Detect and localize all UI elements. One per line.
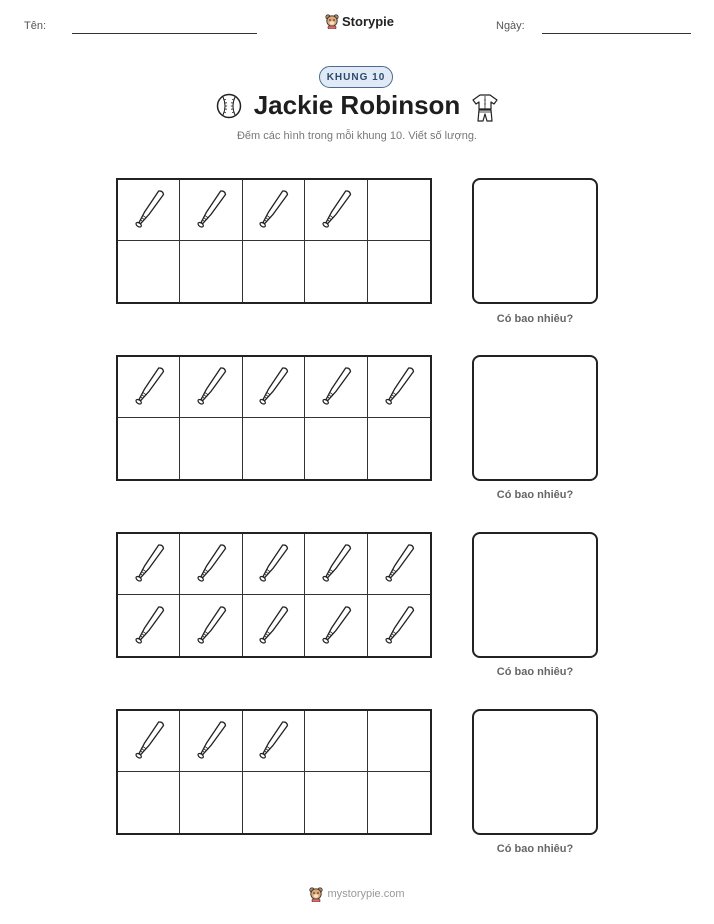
footer-url: mystorypie.com	[327, 888, 405, 900]
baseball-bat-icon	[381, 363, 417, 411]
baseball-bat-icon	[255, 602, 291, 650]
answer-box-1[interactable]	[472, 178, 598, 304]
brand-name: Storypie	[342, 13, 395, 29]
frame-cell	[243, 595, 305, 656]
frame-cell	[118, 772, 180, 833]
baseball-bat-icon	[318, 602, 354, 650]
frame-cell	[118, 711, 180, 772]
ten-frame-4	[116, 709, 432, 835]
baseball-bat-icon	[318, 186, 354, 234]
baseball-bat-icon	[131, 186, 167, 234]
frame-cell	[305, 772, 367, 833]
answer-box-4[interactable]	[472, 709, 598, 835]
answer-label-2: Có bao nhiêu?	[496, 489, 574, 501]
frame-cell	[118, 595, 180, 656]
frame-cell	[368, 534, 430, 595]
frame-cell	[118, 357, 180, 418]
frame-cell	[118, 241, 180, 302]
baseball-bat-icon	[131, 363, 167, 411]
frame-cell	[305, 180, 367, 241]
frame-cell	[180, 180, 242, 241]
frame-cell	[180, 595, 242, 656]
answer-label-4: Có bao nhiêu?	[496, 843, 574, 855]
frame-cell	[368, 772, 430, 833]
answer-label-1: Có bao nhiêu?	[496, 313, 574, 325]
baseball-bat-icon	[255, 186, 291, 234]
answer-label-3: Có bao nhiêu?	[496, 666, 574, 678]
baseball-bat-icon	[381, 602, 417, 650]
frame-cell	[368, 241, 430, 302]
ten-frame-2	[116, 355, 432, 481]
frame-cell	[243, 534, 305, 595]
baseball-bat-icon	[255, 717, 291, 765]
bear-mascot-icon	[309, 886, 323, 902]
frame-cell	[305, 418, 367, 479]
frame-cell	[180, 357, 242, 418]
baseball-uniform-icon	[471, 93, 499, 123]
date-line[interactable]	[542, 33, 691, 34]
frame-cell	[305, 534, 367, 595]
frame-cell	[368, 180, 430, 241]
frame-cell	[368, 711, 430, 772]
ten-frame-3	[116, 532, 432, 658]
baseball-bat-icon	[255, 363, 291, 411]
date-label: Ngày:	[496, 20, 525, 32]
frame-cell	[180, 534, 242, 595]
frame-cell	[180, 772, 242, 833]
baseball-bat-icon	[318, 540, 354, 588]
baseball-bat-icon	[318, 363, 354, 411]
answer-box-3[interactable]	[472, 532, 598, 658]
frame-cell	[305, 595, 367, 656]
frame-cell	[305, 357, 367, 418]
baseball-bat-icon	[131, 602, 167, 650]
frame-cell	[243, 241, 305, 302]
baseball-bat-icon	[131, 540, 167, 588]
baseball-bat-icon	[193, 186, 229, 234]
brand-logo	[325, 13, 394, 29]
frame-cell	[118, 180, 180, 241]
name-label: Tên:	[24, 20, 47, 32]
baseball-bat-icon	[193, 717, 229, 765]
frame-cell	[305, 711, 367, 772]
frame-cell	[180, 711, 242, 772]
baseball-bat-icon	[193, 602, 229, 650]
bear-mascot-icon	[325, 13, 339, 29]
frame-cell	[305, 241, 367, 302]
frame-cell	[118, 418, 180, 479]
frame-cell	[118, 534, 180, 595]
footer	[0, 886, 714, 902]
frame-cell	[243, 772, 305, 833]
frame-cell	[180, 241, 242, 302]
instructions: Đếm các hình trong mỗi khung 10. Viết số lượng.	[236, 130, 477, 142]
frame-cell	[243, 180, 305, 241]
baseball-bat-icon	[193, 363, 229, 411]
worksheet-badge: KHUNG 10	[319, 66, 393, 88]
baseball-bat-icon	[255, 540, 291, 588]
frame-cell	[368, 595, 430, 656]
frame-cell	[368, 418, 430, 479]
ten-frame-1	[116, 178, 432, 304]
frame-cell	[243, 711, 305, 772]
baseball-bat-icon	[381, 540, 417, 588]
baseball-bat-icon	[193, 540, 229, 588]
baseball-bat-icon	[131, 717, 167, 765]
name-line[interactable]	[72, 33, 257, 34]
frame-cell	[368, 357, 430, 418]
frame-cell	[243, 357, 305, 418]
frame-cell	[180, 418, 242, 479]
page-title: Jackie Robinson	[253, 90, 461, 120]
frame-cell	[243, 418, 305, 479]
answer-box-2[interactable]	[472, 355, 598, 481]
